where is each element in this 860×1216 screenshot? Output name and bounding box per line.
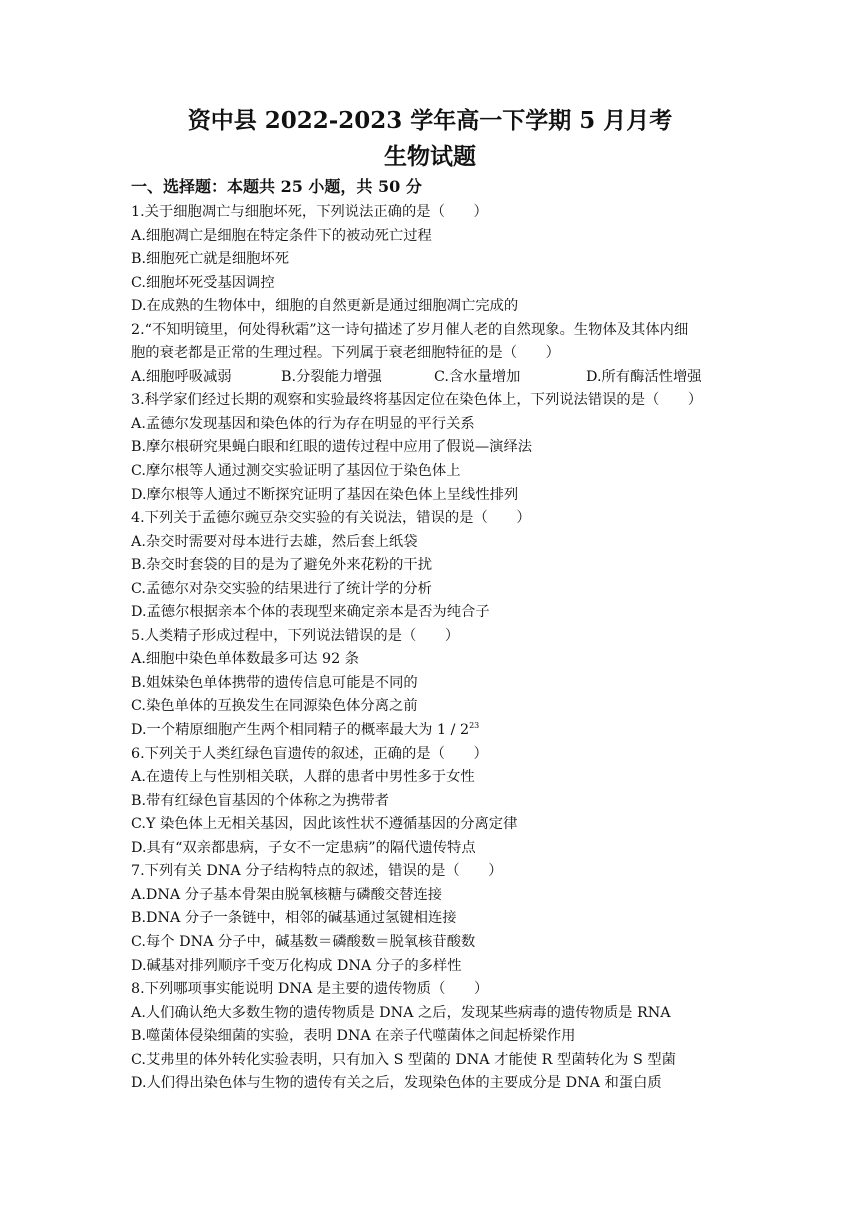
option: D.所有酶活性增强 xyxy=(586,368,702,385)
option: B.姐妹染色单体携带的遗传信息可能是不同的 xyxy=(131,674,418,691)
question-stem: 5.人类精子形成过程中，下列说法错误的是（ ） xyxy=(131,627,460,644)
question-stem: 3.科学家们经过长期的观察和实验最终将基因定位在染色体上，下列说法错误的是（ ） xyxy=(131,392,703,409)
question-stem-continued: 胞的衰老都是正常的生理过程。下列属于衰老细胞特征的是（ ） xyxy=(131,345,560,362)
option: C.艾弗里的体外转化实验表明，只有加入 S 型菌的 DNA 才能使 R 型菌转化为 S 型菌 xyxy=(131,1051,676,1068)
option: C.细胞坏死受基因调控 xyxy=(131,274,275,291)
option: B.分裂能力增强 xyxy=(281,368,382,385)
question-stem: 7.下列有关 DNA 分子结构特点的叙述，错误的是（ ） xyxy=(131,863,503,880)
option: B.杂交时套袋的目的是为了避免外来花粉的干扰 xyxy=(131,557,432,574)
option: A.杂交时需要对母本进行去雄，然后套上纸袋 xyxy=(131,533,418,550)
question-list xyxy=(131,201,771,1096)
option: C.孟德尔对杂交实验的结果进行了统计学的分析 xyxy=(131,580,432,597)
section-heading: 一、选择题：本题共 25 小题，共 50 分 xyxy=(131,177,422,196)
question-stem: 2.“不知明镜里，何处得秋霜”这一诗句描述了岁月催人老的自然现象。生物体及其体内细 xyxy=(131,321,689,338)
option: A.细胞凋亡是细胞在特定条件下的被动死亡过程 xyxy=(131,227,432,244)
exam-subtitle: 生物试题 xyxy=(384,143,476,170)
question-stem: 6.下列关于人类红绿色盲遗传的叙述，正确的是（ ） xyxy=(131,745,488,762)
question-stem: 8.下列哪项事实能说明 DNA 是主要的遗传物质（ ） xyxy=(131,981,489,998)
option: A.在遗传上与性别相关联，人群的患者中男性多于女性 xyxy=(131,769,475,786)
option: D.具有“双亲都患病，子女不一定患病”的隔代遗传特点 xyxy=(131,839,476,856)
option: C.每个 DNA 分子中，碱基数＝磷酸数＝脱氧核苷酸数 xyxy=(131,933,476,950)
option: B.噬菌体侵染细菌的实验，表明 DNA 在亲子代噬菌体之间起桥梁作用 xyxy=(131,1028,576,1045)
option: A.DNA 分子基本骨架由脱氧核糖与磷酸交替连接 xyxy=(131,886,443,903)
option: C.摩尔根等人通过测交实验证明了基因位于染色体上 xyxy=(131,463,461,480)
option: B.带有红绿色盲基因的个体称之为携带者 xyxy=(131,792,390,809)
option: D.碱基对排列顺序千变万化构成 DNA 分子的多样性 xyxy=(131,957,462,974)
question-stem: 1.关于细胞凋亡与细胞坏死，下列说法正确的是（ ） xyxy=(131,204,488,220)
option: A.细胞呼吸减弱 xyxy=(131,368,232,385)
option: A.孟德尔发现基因和染色体的行为存在明显的平行关系 xyxy=(131,415,475,432)
exam-title: 资中县 2022-2023 学年高一下学期 5 月月考 xyxy=(187,107,673,134)
option-row xyxy=(131,366,771,390)
option: C.Y 染色体上无相关基因，因此该性状不遵循基因的分离定律 xyxy=(131,816,518,833)
option: B.摩尔根研究果蝇白眼和红眼的遗传过程中应用了假说—演绎法 xyxy=(131,439,533,456)
option: C.含水量增加 xyxy=(434,368,521,385)
option: D.人们得出染色体与生物的遗传有关之后，发现染色体的主要成分是 DNA 和蛋白质 xyxy=(131,1075,662,1092)
option: A.细胞中染色单体数最多可达 92 条 xyxy=(131,651,360,668)
option: D.孟德尔根据亲本个体的表现型来确定亲本是否为纯合子 xyxy=(131,604,490,621)
option: D.一个精原细胞产生两个相同精子的概率最大为 1 / 2 xyxy=(131,722,470,739)
option: B.细胞死亡就是细胞坏死 xyxy=(131,251,290,268)
option: D.摩尔根等人通过不断探究证明了基因在染色体上呈线性排列 xyxy=(131,486,519,503)
option: A.人们确认绝大多数生物的遗传物质是 DNA 之后，发现某些病毒的遗传物质是 RNA xyxy=(131,1004,671,1021)
option: B.DNA 分子一条链中，相邻的碱基通过氢键相连接 xyxy=(131,910,457,927)
option-with-exponent xyxy=(131,719,771,743)
question-stem: 4.下列关于孟德尔豌豆杂交实验的有关说法，错误的是（ ） xyxy=(131,510,531,527)
option: C.染色单体的互换发生在同源染色体分离之前 xyxy=(131,698,418,715)
exponent: 23 xyxy=(469,721,480,731)
option: D.在成熟的生物体中，细胞的自然更新是通过细胞凋亡完成的 xyxy=(131,298,519,315)
